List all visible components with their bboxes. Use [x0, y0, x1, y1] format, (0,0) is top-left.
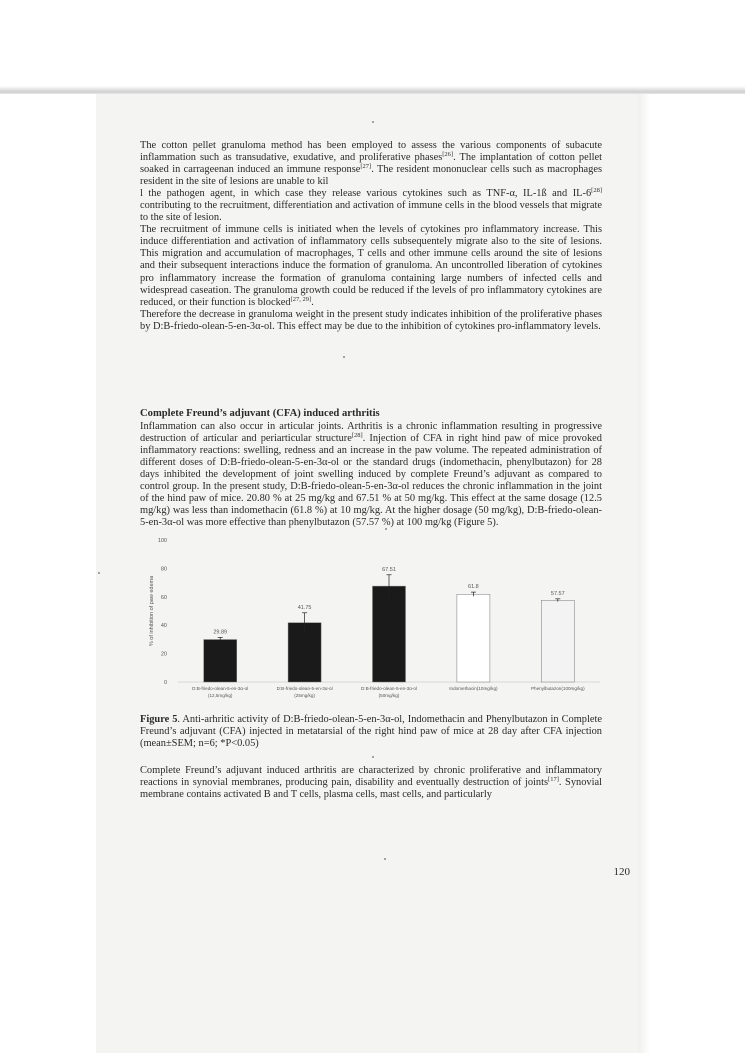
scan-background-top: [0, 0, 745, 94]
paragraph-granuloma-weight: Therefore the decrease in granuloma weight in the present study indicates inhibition of the proliferative phases by D:B-friedo-olean-5-en-3α-ol. This effect may be due to the inhibition of cytokines pro-inflammatory levels.: [140, 308, 602, 332]
citation-ref: [26]: [442, 151, 454, 159]
y-tick-label: 80: [160, 566, 167, 573]
bar: [373, 586, 406, 682]
paragraph-recruitment: [140, 224, 602, 308]
figure-caption: [140, 714, 602, 750]
scan-speck: [98, 572, 100, 574]
paragraph-text: contributing to the recruitment, differentiation and activation of immune cells in the blood vessels that migrate to the site of lesion.: [140, 200, 602, 224]
caption-text: . Anti-arhritic activity of D:B-friedo-olean-5-en-3α-ol, Indomethacin and Phenylbutazon in Complete Freund’s adjuvant (CFA) injected in metatarsial of the right hind paw of mice at 28 day after CFA injection (mean±SEM; n=6; *P<0.05): [140, 714, 602, 750]
x-tick-label: Indomethacin(10mg/kg): [449, 686, 498, 691]
y-tick-label: 0: [163, 680, 167, 686]
paragraph-text: .: [311, 296, 314, 308]
citation-ref: [27]: [360, 163, 372, 171]
citation-ref: [28]: [351, 432, 363, 440]
paragraph-text: The recruitment of immune cells is initiated when the levels of cytokines pro inflammatory increase. This induce differentiation and activation of inflammatory cells subsequentely migrate also to the site of lesions. This migration and accumulation of macrophages, T cells and other immune cells around the site of lesions and their subsequent interactions induce the formation of granuloma. An uncontrolled liberation of cytokines pro inflammatory increase the formation of granuloma containing large numbers of infected cells and widespread caseation. The granuloma growth could be reduced if the levels of pro inflammatory cytokines are reduced, or their function is blocked: [140, 224, 602, 308]
paragraph-pathogen: [140, 188, 602, 224]
page-number: 120: [613, 866, 630, 878]
figure-5-bar-chart: [140, 535, 610, 710]
page-edge-shadow: [638, 94, 650, 1053]
scan-speck: [384, 858, 386, 860]
scan-speck: [372, 121, 374, 123]
data-label: 41.75: [297, 604, 312, 611]
citation-ref: [17]: [548, 776, 559, 784]
x-tick-label: (50mg/kg): [378, 693, 400, 698]
figure-label: Figure 5: [140, 714, 178, 725]
scan-speck: [372, 756, 374, 758]
text-block-synovial: [140, 765, 602, 801]
bar: [204, 640, 237, 682]
x-tick-label: D:B-friedo-olean-5-en-3α-ol: [192, 686, 249, 691]
paragraph-synovial: [140, 765, 602, 801]
data-label: 29.89: [213, 629, 228, 636]
paragraph-text: . Injection of CFA in right hind paw of mice provoked inflammatory reactions: swelling, redness and an increase in the paw volume. The repeated administration of different doses of D:B-friedo-olean-5-en-3α-ol or the standard drugs (indomethacin, phenylbutazon) for 28 days inhibited the development of joint swelling induced by complete Freund’s adjuvant as compared to control group. In the present study, D:B-friedo-olean-5-en-3α-ol reduces the chronic inflammation in the joint of the hind paw of mice. 20.80 % at 25 mg/kg and 67.51 % at 50 mg/kg. This effect at the same dosage (12.5 mg/kg) was less than indomethacin (61.8 %) at 10 mg/kg. At the higher dosage (50 mg/kg), D:B-friedo-olean-5-en-3α-ol was more effective than phenylbutazon (57.57 %) at 100 mg/kg (Figure 5).: [140, 433, 602, 529]
paragraph-text: . The implantation of cotton pellet soaked in carrageenan induced an immune response: [140, 152, 602, 176]
paragraph-text: . Synovial membrane contains activated B and T cells, plasma cells, mast cells, and particularly: [140, 777, 602, 801]
y-axis-label: % of inhibition of paw edema: [149, 575, 155, 647]
paragraph-text: Complete Freund’s adjuvant induced arthritis are characterized by chronic proliferative and inflammatory reactions in synovial membranes, producing pain, disability and eventually destruction of joints: [140, 765, 602, 789]
paragraph-text: The cotton pellet granuloma method has been employed to assess the various components of subacute inflammation such as transudative, exudative, and proliferative phases: [140, 140, 602, 164]
text-block-granuloma: [140, 140, 602, 333]
x-tick-label: (25mg/kg): [294, 693, 315, 698]
data-label: 67.51: [382, 566, 396, 573]
y-tick-label: 60: [160, 594, 167, 601]
data-label: 61.8: [468, 584, 479, 591]
citation-ref: [27, 29]: [290, 295, 312, 303]
paragraph-arthritis: [140, 421, 602, 529]
section-heading: Complete Freund’s adjuvant (CFA) induced arthritis: [140, 408, 380, 419]
citation-ref: [28]: [591, 187, 602, 195]
y-tick-label: 100: [157, 538, 167, 544]
scan-speck: [343, 356, 345, 358]
bar: [541, 600, 574, 682]
x-tick-label: D:B-friedo-olean-5-en-3α-ol: [360, 686, 418, 691]
paragraph-text: . The resident mononuclear cells such as macrophages resident in the site of lesions are unable to kil: [140, 164, 602, 188]
y-tick-label: 40: [160, 623, 167, 630]
y-tick-label: 20: [160, 651, 167, 658]
x-tick-label: D:B-friedo-olean-5-en-3α-ol: [276, 686, 333, 691]
bar: [457, 594, 490, 682]
paragraph-text: Inflammation can also occur in articular joints. Arthritis is a chronic inflammation resulting in progressive destruction of articular and periarticular structure: [140, 421, 602, 445]
text-block-cfa-arthritis: [140, 408, 602, 529]
paragraph-cotton-pellet: [140, 140, 602, 188]
paragraph-text: l the pathogen agent, in which case they release various cytokines such as TNF-α, IL-1ß and IL-6: [140, 188, 592, 200]
x-tick-label: Phenylbutazon(100mg/kg): [530, 686, 585, 691]
x-tick-label: (12,5mg/kg): [207, 693, 233, 698]
data-label: 57.57: [550, 590, 565, 597]
